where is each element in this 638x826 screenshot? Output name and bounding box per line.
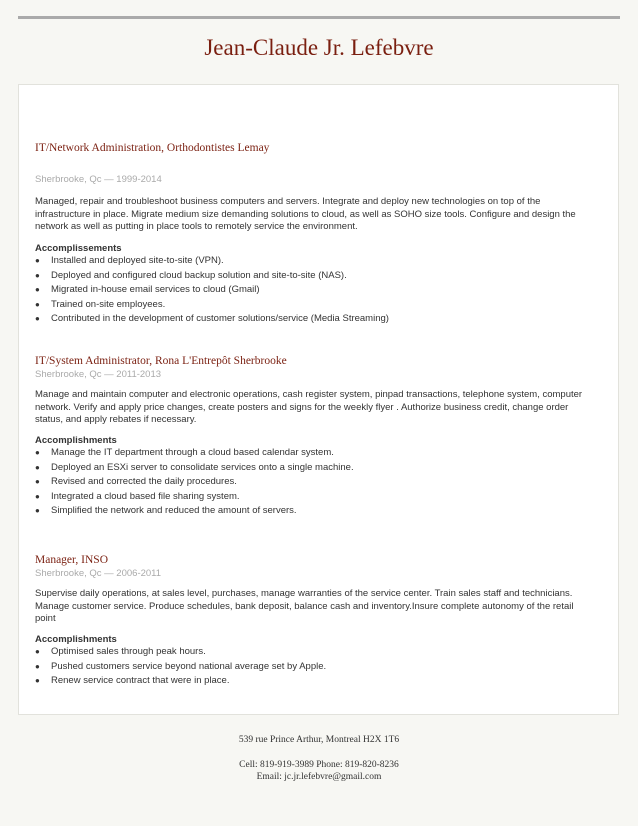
accomplishments-heading: Accomplishments [35, 435, 117, 447]
list-item-text: Renew service contract that were in place. [51, 675, 230, 687]
job-description: Supervise daily operations, at sales level, purchases, manage warranties of the service center. Train sales staff and technicians. Manage customer service. Produce schedules, bank deposit, balance cash and inventory.Insure complete autonomy of the retail point [35, 588, 574, 625]
list-item [35, 504, 595, 519]
list-item [35, 660, 595, 675]
list-item-text: Deployed an ESXi server to consolidate services onto a single machine. [51, 461, 354, 473]
list-item-text: Trained on-site employees. [51, 298, 166, 310]
page-title: Jean-Claude Jr. Lefebvre [204, 35, 434, 60]
job-entry [35, 554, 595, 689]
list-item [35, 645, 595, 660]
bullet-icon: ● [35, 270, 40, 280]
list-item [35, 254, 595, 269]
bullet-icon: ● [35, 676, 40, 686]
list-item-text: Integrated a cloud based file sharing system. [51, 490, 240, 502]
list-item-text: Migrated in-house email services to cloud (Gmail) [51, 284, 260, 296]
bullet-icon: ● [35, 448, 40, 458]
footer-phones: Cell: 819-919-3989 Phone: 819-820-8236 [239, 760, 399, 770]
bullet-icon: ● [35, 661, 40, 671]
job-meta: Sherbrooke, Qc — 2006-2011 [35, 568, 162, 579]
list-item [35, 269, 595, 284]
bullet-icon: ● [35, 299, 40, 309]
job-description: Manage and maintain computer and electronic operations, cash register system, pinpad transactions, telephone system, computer network. Verify and apply price changes, create posters and signs for the weekly flyer . Authorize business credit, change order status, and apply rebates if necessary. [35, 389, 583, 426]
job-meta: Sherbrooke, Qc — 2011-2013 [35, 369, 162, 380]
accomplishments-list [35, 645, 595, 689]
bullet-icon: ● [35, 647, 40, 657]
job-meta: Sherbrooke, Qc — 1999-2014 [35, 174, 162, 185]
bullet-icon: ● [35, 477, 40, 487]
list-item-text: Pushed customers service beyond national average set by Apple. [51, 660, 327, 672]
list-item-text: Installed and deployed site-to-site (VPN). [51, 255, 224, 267]
footer-address: 539 rue Prince Arthur, Montreal H2X 1T6 [238, 735, 400, 745]
bullet-icon: ● [35, 462, 40, 472]
list-item-text: Revised and corrected the daily procedures. [51, 476, 237, 488]
footer-email: Email: jc.jr.lefebvre@gmail.com [256, 772, 382, 782]
list-item [35, 312, 595, 327]
list-item-text: Contributed in the development of customer solutions/service (Media Streaming) [51, 313, 389, 325]
list-item [35, 298, 595, 313]
job-title: Manager, INSO [35, 554, 108, 566]
bullet-icon: ● [35, 285, 40, 295]
accomplishments-heading: Accomplishments [35, 634, 117, 646]
list-item-text: Optimised sales through peak hours. [51, 646, 206, 658]
job-entry [35, 142, 595, 327]
list-item [35, 475, 595, 490]
accomplishments-list [35, 254, 595, 327]
list-item [35, 490, 595, 505]
job-title: IT/System Administrator, Rona L'Entrepôt Sherbrooke [35, 355, 287, 367]
job-entry [35, 355, 595, 519]
bullet-icon: ● [35, 256, 40, 266]
list-item [35, 674, 595, 689]
job-title: IT/Network Administration, Orthodontistes Lemay [35, 142, 270, 154]
accomplishments-list [35, 446, 595, 519]
bullet-icon: ● [35, 506, 40, 516]
accomplishments-heading: Accomplissements [35, 243, 122, 255]
list-item-text: Simplified the network and reduced the amount of servers. [51, 505, 297, 517]
job-description: Managed, repair and troubleshoot business computers and servers. Integrate and deploy new technologies on top of the infrastructure in place. Migrate medium size demanding solutions to cloud, as well as SOHO size tools. Configure and design the network as well as putting in place tools to remotely service the environment. [35, 196, 576, 233]
bullet-icon: ● [35, 314, 40, 324]
list-item [35, 283, 595, 298]
list-item-text: Manage the IT department through a cloud based calendar system. [51, 447, 334, 459]
list-item-text: Deployed and configured cloud backup solution and site-to-site (NAS). [51, 269, 347, 281]
top-rule [18, 16, 620, 19]
list-item [35, 461, 595, 476]
list-item [35, 446, 595, 461]
bullet-icon: ● [35, 491, 40, 501]
